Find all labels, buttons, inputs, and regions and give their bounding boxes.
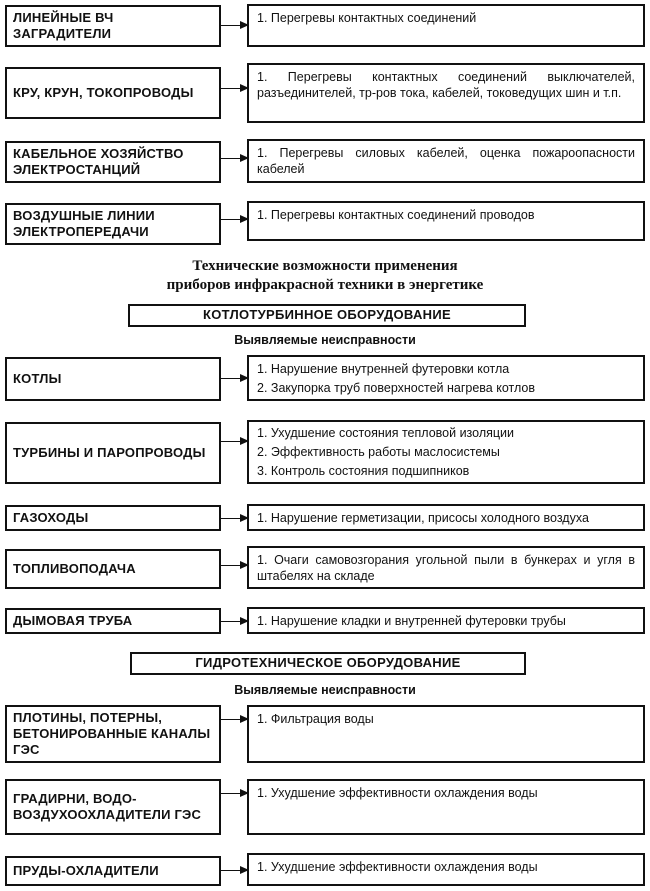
section-heading-boiler-turbine: [128, 304, 526, 327]
connector-arrow: [221, 719, 247, 720]
fault-item: 2. Эффективность работы маслосистемы: [257, 444, 500, 459]
equipment-box-fuel-supply: [5, 549, 221, 589]
equipment-box-cooling-towers: [5, 779, 221, 835]
equipment-box-overhead-lines: [5, 203, 221, 245]
fault-item: 1. Перегревы контактных соединений: [257, 11, 477, 25]
section-heading-text: КОТЛОТУРБИННОЕ ОБОРУДОВАНИЕ: [203, 307, 451, 322]
equipment-box-flues: [5, 505, 221, 531]
equipment-box-cables: [5, 141, 221, 183]
connector-arrow: [221, 621, 247, 622]
fault-item: 1. Очаги самовозгорания угольной пыли в бункерах и угля в штабелях на складе: [257, 553, 635, 583]
connector-arrow: [221, 565, 247, 566]
faults-box-boilers: [247, 355, 645, 401]
equipment-box-cooling-ponds: [5, 856, 221, 886]
page-title-line-1: Технические возможности применения: [192, 258, 458, 274]
faults-box-flues: [247, 504, 645, 531]
equipment-label: ДЫМОВАЯ ТРУБА: [13, 613, 133, 628]
fault-item: 1. Нарушение внутренней футеровки котла: [257, 361, 510, 376]
equipment-label: ВОЗДУШНЫЕ ЛИНИИ ЭЛЕКТРОПЕРЕДАЧИ: [13, 208, 155, 239]
equipment-box-dams: [5, 705, 221, 763]
faults-box-chimney: [247, 607, 645, 634]
equipment-label: КРУ, КРУН, ТОКОПРОВОДЫ: [13, 85, 194, 100]
equipment-label: КАБЕЛЬНОЕ ХОЗЯЙСТВО ЭЛЕКТРОСТАНЦИЙ: [13, 146, 184, 177]
faults-box-hf-traps: [247, 4, 645, 47]
connector-arrow: [221, 158, 247, 159]
faults-box-turbines: [247, 420, 645, 484]
connector-arrow: [221, 219, 247, 220]
equipment-label: ПРУДЫ-ОХЛАДИТЕЛИ: [13, 863, 159, 878]
connector-arrow: [221, 870, 247, 871]
faults-box-dams: [247, 705, 645, 763]
fault-item: 1. Ухудшение эффективности охлаждения воды: [257, 860, 538, 874]
connector-arrow: [221, 25, 247, 26]
equipment-box-chimney: [5, 608, 221, 634]
fault-item: 1. Ухудшение эффективности охлаждения воды: [257, 786, 538, 800]
fault-item: 3. Контроль состояния подшипников: [257, 463, 470, 478]
equipment-label: КОТЛЫ: [13, 371, 62, 386]
page-title-line-2: приборов инфракрасной техники в энергетике: [166, 277, 484, 293]
section-heading-text: ГИДРОТЕХНИЧЕСКОЕ ОБОРУДОВАНИЕ: [195, 655, 461, 670]
connector-arrow: [221, 793, 247, 794]
faults-box-cooling-ponds: [247, 853, 645, 886]
connector-arrow: [221, 378, 247, 379]
section-heading-hydro: [130, 652, 526, 675]
equipment-label: ТУРБИНЫ И ПАРОПРОВОДЫ: [13, 445, 206, 460]
faults-box-cables: [247, 139, 645, 183]
equipment-box-turbines: [5, 422, 221, 484]
fault-item: 1. Перегревы контактных соединений проводов: [257, 208, 535, 222]
fault-item: 1. Перегревы контактных соединений выключателей, разъединителей, тр-ров тока, кабелей, токоведущих шин и т.п.: [257, 70, 635, 100]
fault-item: 1. Перегревы силовых кабелей, оценка пожароопасности кабелей: [257, 146, 635, 176]
faults-box-fuel-supply: [247, 546, 645, 589]
connector-arrow: [221, 441, 247, 442]
section-subheading: Выявляемые неисправности: [234, 683, 416, 697]
fault-item: 2. Закупорка труб поверхностей нагрева котлов: [257, 380, 535, 395]
fault-item: 1. Нарушение кладки и внутренней футеровки трубы: [257, 614, 566, 628]
section-subheading: Выявляемые неисправности: [234, 333, 416, 347]
equipment-box-hf-traps: [5, 5, 221, 47]
equipment-label: ТОПЛИВОПОДАЧА: [13, 561, 136, 576]
connector-arrow: [221, 88, 247, 89]
faults-box-switchgear: [247, 63, 645, 123]
equipment-label: ПЛОТИНЫ, ПОТЕРНЫ, БЕТОНИРОВАННЫЕ КАНАЛЫ ГЭС: [13, 710, 211, 757]
equipment-box-switchgear: [5, 67, 221, 119]
faults-box-overhead-lines: [247, 201, 645, 241]
fault-item: 1. Фильтрация воды: [257, 712, 374, 726]
equipment-label: ГАЗОХОДЫ: [13, 510, 89, 525]
equipment-label: ГРАДИРНИ, ВОДО-ВОЗДУХООХЛАДИТЕЛИ ГЭС: [13, 791, 202, 822]
connector-arrow: [221, 518, 247, 519]
fault-item: 1. Ухудшение состояния тепловой изоляции: [257, 426, 515, 441]
fault-item: 1. Нарушение герметизации, присосы холодного воздуха: [257, 511, 589, 525]
faults-box-cooling-towers: [247, 779, 645, 835]
equipment-label: ЛИНЕЙНЫЕ ВЧ ЗАГРАДИТЕЛИ: [13, 10, 114, 41]
equipment-box-boilers: [5, 357, 221, 401]
